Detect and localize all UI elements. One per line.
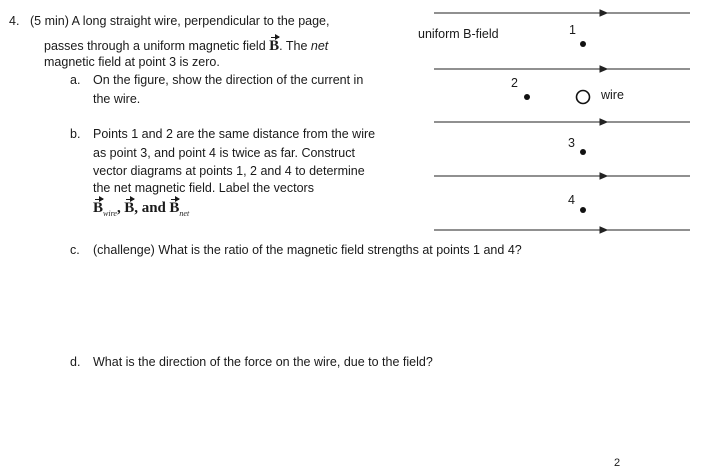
part-a-marker: a. bbox=[70, 73, 81, 87]
part-b-line-2: as point 3, and point 4 is twice as far. Construct bbox=[93, 146, 355, 160]
point-1-label: 1 bbox=[569, 23, 576, 37]
intro-line-2-text-b: . The bbox=[279, 39, 308, 53]
part-b-marker: b. bbox=[70, 127, 81, 141]
point-4-dot bbox=[580, 207, 586, 213]
point-2-dot bbox=[524, 94, 530, 100]
part-b-line-3: vector diagrams at points 1, 2 and 4 to determine bbox=[93, 164, 365, 178]
intro-net-italic: net bbox=[310, 39, 329, 53]
b-wire-subscript: wire bbox=[103, 209, 117, 218]
b-net-symbol: B bbox=[169, 200, 180, 216]
field-arrow-1 bbox=[600, 10, 607, 16]
intro-line-1: (5 min) A long straight wire, perpendicular to the page, bbox=[30, 14, 330, 28]
intro-line-2-text-a: passes through a uniform magnetic field bbox=[44, 39, 266, 53]
page-corner-mark: 2 bbox=[614, 457, 621, 469]
point-3-label: 3 bbox=[568, 136, 575, 150]
b-vector-symbol: B bbox=[269, 38, 280, 54]
field-arrow-4 bbox=[600, 173, 607, 179]
field-arrow-5 bbox=[600, 227, 607, 233]
field-arrow-2 bbox=[600, 66, 607, 72]
part-b-line-1: Points 1 and 2 are the same distance from the wire bbox=[93, 127, 376, 141]
intro-line-2 bbox=[44, 38, 328, 55]
part-a-line-2: the wire. bbox=[93, 92, 141, 106]
intro-line-3: magnetic field at point 3 is zero. bbox=[44, 55, 220, 69]
part-b-line-4: the net magnetic field. Label the vectors bbox=[93, 181, 314, 195]
wire-circle bbox=[577, 91, 590, 104]
part-a-line-1: On the figure, show the direction of the current in bbox=[93, 73, 364, 87]
point-4-label: 4 bbox=[568, 193, 575, 207]
part-c-text: (challenge) What is the ratio of the magnetic field strengths at points 1 and 4? bbox=[93, 243, 522, 257]
point-3-dot bbox=[580, 149, 586, 155]
part-c-marker: c. bbox=[70, 243, 80, 257]
point-1-dot bbox=[580, 41, 586, 47]
part-d-marker: d. bbox=[70, 355, 81, 369]
wire-label: wire bbox=[601, 88, 624, 102]
b-field-symbol: B bbox=[124, 200, 135, 216]
point-2-label: 2 bbox=[511, 76, 518, 90]
b-wire-symbol: B bbox=[93, 200, 104, 216]
sep-2: , and bbox=[134, 200, 166, 216]
sep-1: , bbox=[116, 200, 121, 216]
problem-number: 4. bbox=[9, 14, 20, 28]
part-d-text: What is the direction of the force on the wire, due to the field? bbox=[93, 355, 433, 369]
part-b-vector-labels bbox=[93, 200, 189, 217]
uniform-b-field-label: uniform B-field bbox=[418, 27, 499, 41]
field-arrow-3 bbox=[600, 119, 607, 125]
b-net-subscript: net bbox=[179, 209, 190, 218]
